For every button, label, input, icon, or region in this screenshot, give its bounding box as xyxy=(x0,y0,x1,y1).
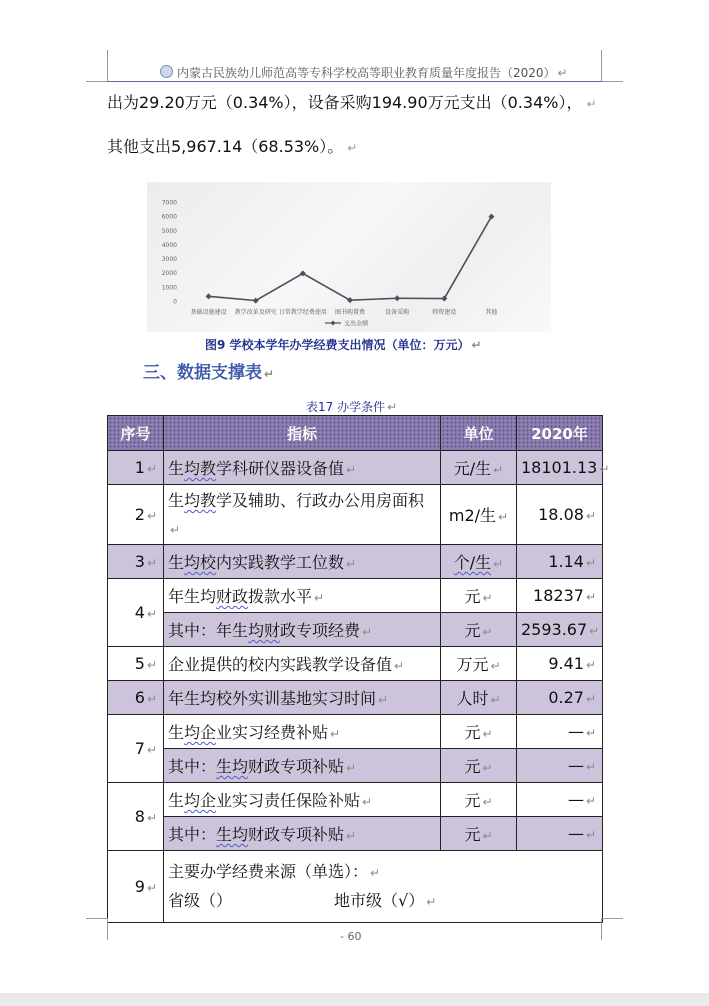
table-row xyxy=(108,647,603,681)
indicator-text: 生均企业实习责任保险补贴 xyxy=(168,791,361,810)
paragraph-mark-icon: ↵ xyxy=(146,881,157,895)
page-gap xyxy=(0,993,709,1006)
indicator-name xyxy=(164,749,441,783)
value-cell: — ↵ xyxy=(517,817,603,851)
header-unit: 单位 xyxy=(441,416,517,451)
paragraph-mark-icon: ↵ xyxy=(146,692,157,706)
table-row xyxy=(108,545,603,579)
value-cell: 9.41 ↵ xyxy=(517,647,603,681)
row-number: 3 ↵ xyxy=(108,545,164,579)
paragraph-mark-icon: ↵ xyxy=(346,829,357,843)
paragraph-mark-icon: ↵ xyxy=(146,556,157,570)
unit-cell: 元 ↵ xyxy=(441,613,517,647)
paragraph-mark-icon: ↵ xyxy=(490,693,501,707)
y-tick-label: 3000 xyxy=(161,256,177,264)
y-tick-label: 5000 xyxy=(161,227,177,235)
value-cell: 1.14 ↵ xyxy=(517,545,603,579)
row-number: 6 ↵ xyxy=(108,681,164,715)
indicator-text: 生均企业实习经费补贴 xyxy=(168,723,329,742)
value-cell: 2593.67 ↵ xyxy=(517,613,603,647)
indicator-text: 生均教学及辅助、行政办公用房面积 xyxy=(168,491,425,510)
table-row xyxy=(108,715,603,749)
body-line-2: 其他支出5,967.14（68.53%）。 ↵ xyxy=(107,137,358,156)
value-cell: — ↵ xyxy=(517,715,603,749)
paragraph-mark-icon: ↵ xyxy=(146,462,157,476)
paragraph-mark-icon: ↵ xyxy=(585,692,596,706)
series-line xyxy=(209,217,492,301)
table-row xyxy=(108,749,603,783)
paragraph-mark-icon: ↵ xyxy=(585,794,596,808)
paragraph-mark-icon: ↵ xyxy=(330,727,341,741)
paragraph-mark-icon: ↵ xyxy=(585,658,596,672)
crop-mark xyxy=(86,81,108,82)
table-row xyxy=(108,783,603,817)
crop-mark xyxy=(601,918,602,940)
paragraph-mark-icon: ↵ xyxy=(170,523,181,537)
school-conditions-table xyxy=(107,415,610,923)
y-tick-label: 1000 xyxy=(161,284,177,292)
paragraph-mark-icon: ↵ xyxy=(482,591,493,605)
indicator-name xyxy=(164,545,441,579)
value-cell: 18237 ↵ xyxy=(517,579,603,613)
paragraph-mark-icon: ↵ xyxy=(490,659,501,673)
table-header-row xyxy=(108,416,603,451)
paragraph-mark-icon: ↵ xyxy=(585,509,596,523)
paragraph-mark-icon: ↵ xyxy=(347,141,358,155)
option-municipal: 地市级（√） xyxy=(334,890,425,910)
paragraph-mark-icon: ↵ xyxy=(426,894,437,909)
paragraph-mark-icon: ↵ xyxy=(482,829,493,843)
crop-mark xyxy=(86,918,108,919)
paragraph-mark-icon: ↵ xyxy=(586,97,597,111)
crop-mark xyxy=(107,918,108,940)
value-cell: 0.27 ↵ xyxy=(517,681,603,715)
paragraph-mark-icon: ↵ xyxy=(264,367,275,381)
paragraph-mark-icon: ↵ xyxy=(493,557,504,571)
paragraph-mark-icon: ↵ xyxy=(493,463,504,477)
unit-cell: 元 ↵ xyxy=(441,715,517,749)
paragraph-mark-icon: ↵ xyxy=(585,760,596,774)
row-number: 7 ↵ xyxy=(108,715,164,783)
header-no: 序号 xyxy=(108,416,164,451)
paragraph-mark-icon: ↵ xyxy=(378,693,389,707)
header-year: 2020年 xyxy=(517,416,603,451)
paragraph-mark-icon: ↵ xyxy=(146,509,157,523)
x-tick-label: 师资建设 xyxy=(432,309,457,316)
table-row xyxy=(108,681,603,715)
indicator-name xyxy=(164,647,441,681)
unit-cell: 人时 ↵ xyxy=(441,681,517,715)
row-number: 4 ↵ xyxy=(108,579,164,647)
page-header xyxy=(160,64,600,81)
legend-marker xyxy=(331,321,336,326)
funding-source-cell xyxy=(164,851,603,923)
table-row xyxy=(108,817,603,851)
data-point xyxy=(206,293,212,299)
paragraph-mark-icon: ↵ xyxy=(314,591,325,605)
header-indicator: 指标 xyxy=(164,416,441,451)
unit-cell: 万元 ↵ xyxy=(441,647,517,681)
value-cell: — ↵ xyxy=(517,749,603,783)
paragraph-mark-icon: ↵ xyxy=(498,510,509,524)
paragraph-mark-icon: ↵ xyxy=(394,659,405,673)
x-tick-label: 教学改革及研究 xyxy=(234,309,277,316)
x-tick-label: 其他 xyxy=(485,309,498,316)
indicator-text: 生均教学科研仪器设备值 xyxy=(168,459,345,478)
paragraph-mark-icon: ↵ xyxy=(146,607,157,621)
paragraph-mark-icon: ↵ xyxy=(146,811,157,825)
crop-mark xyxy=(601,50,602,82)
chart-canvas xyxy=(147,182,551,332)
row-number: 2 ↵ xyxy=(108,485,164,545)
value-cell: 18.08 ↵ xyxy=(517,485,603,545)
header-rule xyxy=(107,81,602,82)
legend-label: 支出金额 xyxy=(344,320,369,328)
indicator-name xyxy=(164,681,441,715)
paragraph-mark-icon: ↵ xyxy=(557,66,568,80)
paragraph-mark-icon: ↵ xyxy=(362,625,373,639)
paragraph-mark-icon: ↵ xyxy=(471,338,482,352)
x-tick-label: 日常教学经费使用 xyxy=(278,309,327,316)
table-row xyxy=(108,579,603,613)
paragraph-mark-icon: ↵ xyxy=(370,865,381,880)
x-tick-label: 图书购置费 xyxy=(334,309,366,316)
paragraph-mark-icon: ↵ xyxy=(146,658,157,672)
table-row xyxy=(108,451,603,485)
paragraph-mark-icon: ↵ xyxy=(346,557,357,571)
table-row xyxy=(108,613,603,647)
paragraph-mark-icon: ↵ xyxy=(585,556,596,570)
row-number: 8 ↵ xyxy=(108,783,164,851)
paragraph-mark-icon: ↵ xyxy=(346,463,357,477)
unit-cell: 元/生 ↵ xyxy=(441,451,517,485)
funding-source-label: 主要办学经费来源（单选）： ↵ xyxy=(168,861,381,881)
value-cell: 18101.13 ↵ xyxy=(517,451,603,485)
table-caption: 表17 办学条件 ↵ xyxy=(306,400,398,414)
unit-cell: 元 ↵ xyxy=(441,579,517,613)
row-number: 1 ↵ xyxy=(108,451,164,485)
paragraph-mark-icon: ↵ xyxy=(482,625,493,639)
expense-chart xyxy=(147,182,551,332)
value-cell: — ↵ xyxy=(517,783,603,817)
paragraph-mark-icon: ↵ xyxy=(482,761,493,775)
school-logo-icon xyxy=(160,65,173,78)
indicator-text: 其中：生均财政专项补贴 xyxy=(168,757,345,776)
indicator-name xyxy=(164,485,441,545)
indicator-name xyxy=(164,817,441,851)
indicator-text: 其中：生均财政专项补贴 xyxy=(168,825,345,844)
x-tick-label: 基础设施建设 xyxy=(190,309,227,316)
crop-mark xyxy=(601,918,623,919)
unit-cell: 个/生 ↵ xyxy=(441,545,517,579)
indicator-name xyxy=(164,783,441,817)
indicator-text: 年生均财政拨款水平 xyxy=(168,587,313,606)
unit-cell: 元 ↵ xyxy=(441,749,517,783)
page-number: - 60 xyxy=(340,930,362,943)
paragraph-mark-icon: ↵ xyxy=(585,828,596,842)
y-tick-label: 6000 xyxy=(161,213,177,221)
header-title: 内蒙古民族幼儿师范高等专科学校高等职业教育质量年度报告（2020） xyxy=(177,66,556,80)
table-row xyxy=(108,485,603,545)
paragraph-mark-icon: ↵ xyxy=(482,795,493,809)
data-point xyxy=(394,295,400,301)
indicator-text: 生均校内实践教学工位数 xyxy=(168,553,345,572)
unit-cell: m2/生 ↵ xyxy=(441,485,517,545)
paragraph-mark-icon: ↵ xyxy=(585,726,596,740)
crop-mark xyxy=(107,50,108,82)
indicator-text: 年生均校外实训基地实习时间 xyxy=(168,689,377,708)
y-tick-label: 7000 xyxy=(161,199,177,207)
paragraph-mark-icon: ↵ xyxy=(346,761,357,775)
paragraph-mark-icon: ↵ xyxy=(362,795,373,809)
paragraph-mark-icon: ↵ xyxy=(599,462,610,476)
y-tick-label: 0 xyxy=(173,298,177,306)
unit-cell: 元 ↵ xyxy=(441,783,517,817)
indicator-name xyxy=(164,579,441,613)
row-number: 5 ↵ xyxy=(108,647,164,681)
indicator-text: 其中：年生均财政专项经费 xyxy=(168,621,361,640)
y-tick-label: 2000 xyxy=(161,270,177,278)
x-tick-label: 设备采购 xyxy=(385,309,410,316)
table-row xyxy=(108,851,603,923)
indicator-name xyxy=(164,451,441,485)
paragraph-mark-icon: ↵ xyxy=(482,727,493,741)
option-provincial: 省级（） xyxy=(168,890,233,910)
funding-source-options xyxy=(168,887,598,916)
body-line-1: 出为29.20万元（0.34%），设备采购194.90万元支出（0.34%）， ↵ xyxy=(107,93,597,112)
unit-cell: 元 ↵ xyxy=(441,817,517,851)
crop-mark xyxy=(601,81,623,82)
paragraph-mark-icon: ↵ xyxy=(387,400,398,414)
paragraph-mark-icon: ↵ xyxy=(146,743,157,757)
paragraph-mark-icon: ↵ xyxy=(585,590,596,604)
indicator-name xyxy=(164,715,441,749)
indicator-name xyxy=(164,613,441,647)
paragraph-mark-icon: ↵ xyxy=(589,624,600,638)
chart-caption: 图9 学校本学年办学经费支出情况（单位：万元） ↵ xyxy=(205,338,482,352)
y-tick-label: 4000 xyxy=(161,241,177,249)
indicator-text: 企业提供的校内实践教学设备值 xyxy=(168,655,393,674)
section-title: 三、数据支撑表 ↵ xyxy=(143,363,275,383)
row-number: 9 ↵ xyxy=(108,851,164,923)
